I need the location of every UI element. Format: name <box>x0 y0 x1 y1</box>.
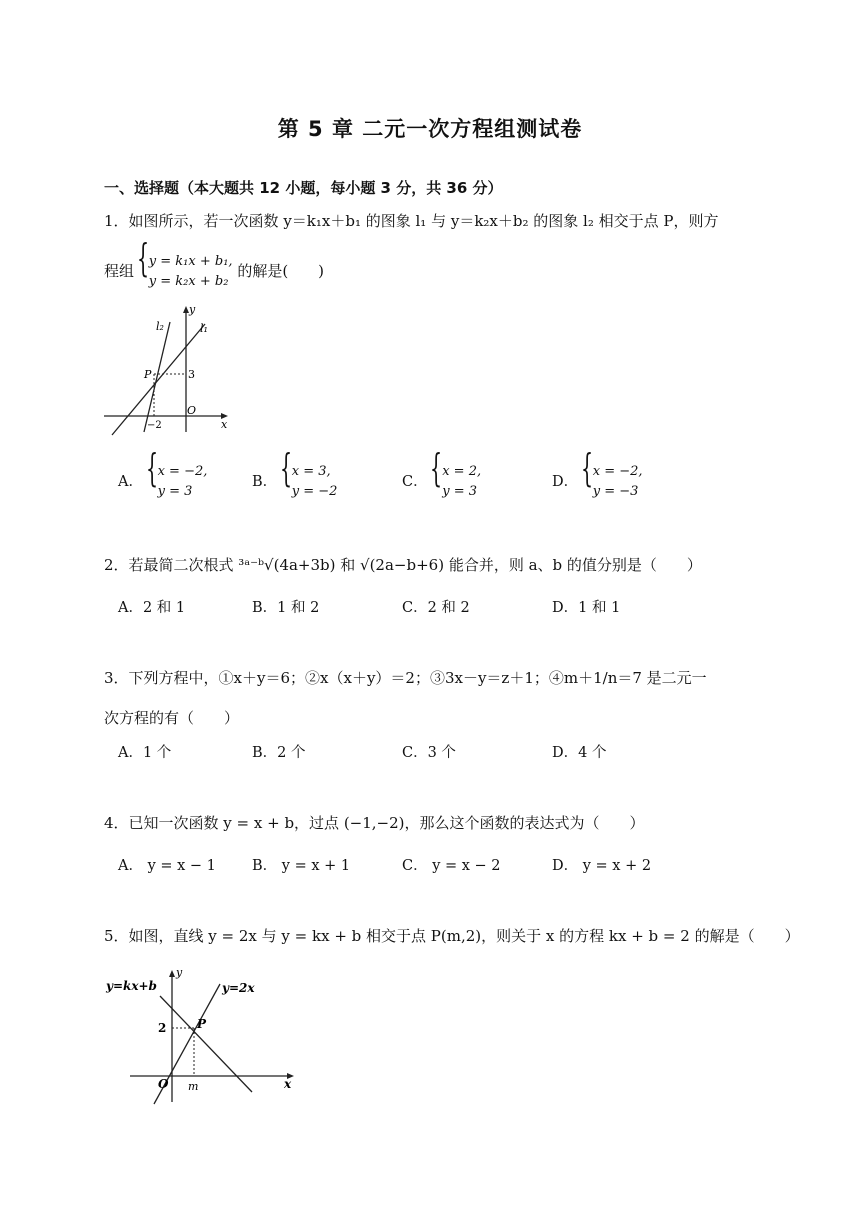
q2-option-c: C．2 和 2 <box>402 600 470 616</box>
q1-label-l2: l₂ <box>156 320 164 333</box>
section-heading: 一、选择题（本大题共 12 小题，每小题 3 分，共 36 分） <box>104 179 503 197</box>
q1-option-c-label: C． <box>402 474 428 490</box>
q1-option-c <box>402 462 481 502</box>
q1-option-a-y: y = 3 <box>157 484 193 499</box>
q1-prefix: 程组 <box>104 262 135 280</box>
q3-option-a: A．1 个 <box>118 745 172 761</box>
q4-text: 4．已知一次函数 y = x + b，过点 (−1,−2)，那么这个函数的表达式为（ ） <box>104 814 645 832</box>
q4-option-c: C． y = x − 2 <box>402 858 501 874</box>
q5-label-y: y <box>176 966 183 979</box>
q5-label-kxb: y=kx+b <box>106 979 157 993</box>
q5-graph <box>102 966 302 1106</box>
q2-option-b: B．1 和 2 <box>252 600 320 616</box>
q2-option-d: D．1 和 1 <box>552 600 621 616</box>
q5-label-2x: y=2x <box>222 981 255 995</box>
q1-system-line <box>104 252 324 292</box>
q4-option-d: D． y = x + 2 <box>552 858 652 874</box>
q1-text: 1．如图所示，若一次函数 y＝k₁x＋b₁ 的图象 l₁ 与 y＝k₂x＋b₂ 的图象 l₂ 相交于点 P，则方 <box>104 212 719 230</box>
q1-option-d-x: { x = −2, <box>592 464 643 479</box>
q4-option-b: B． y = x + 1 <box>252 858 351 874</box>
q1-option-a <box>118 462 207 502</box>
q1-option-b-x: { x = 3, <box>291 464 331 479</box>
q1-option-d-label: D． <box>552 474 579 490</box>
q1-option-a-x: { x = −2, <box>157 464 208 479</box>
q5-label-m: m <box>188 1080 199 1093</box>
q4-option-a: A． y = x − 1 <box>118 858 216 874</box>
q1-label-y: y <box>189 303 196 316</box>
q1-eq1: { y = k₁x + b₁, <box>148 254 233 269</box>
q1-label-o: O <box>187 404 197 417</box>
q3-text-cont: 次方程的有（ ） <box>104 709 240 727</box>
q1-option-c-system <box>432 462 481 502</box>
q1-label-p: P <box>144 368 152 381</box>
q1-option-b-y: y = −2 <box>291 484 338 499</box>
q1-option-c-x: { x = 2, <box>442 464 482 479</box>
q1-label-x: x <box>221 418 228 431</box>
q1-option-a-label: A． <box>118 474 143 490</box>
q5-label-p: P <box>197 1017 207 1031</box>
q1-suffix: 的解是( ) <box>237 262 325 280</box>
q1-option-c-y: y = 3 <box>442 484 477 499</box>
q1-equation-system <box>139 252 233 292</box>
q5-label-o: O <box>158 1077 169 1091</box>
q1-graph <box>100 302 235 437</box>
q2-option-a: A．2 和 1 <box>118 600 186 616</box>
q1-label-neg2: −2 <box>147 420 162 431</box>
q3-option-c: C．3 个 <box>402 745 456 761</box>
q1-label-3: 3 <box>188 368 195 381</box>
q3-option-b: B．2 个 <box>252 745 306 761</box>
q1-option-b-system <box>282 462 338 502</box>
q3-text: 3．下列方程中，①x＋y＝6；②x（x＋y）＝2；③3x－y＝z＋1；④m＋1/n＝7 是二元一 <box>104 669 707 687</box>
page-title: 第 5 章 二元一次方程组测试卷 <box>277 117 583 141</box>
q5-label-2: 2 <box>158 1021 167 1035</box>
q5-label-x: x <box>284 1077 292 1091</box>
q3-option-d: D．4 个 <box>552 745 607 761</box>
q1-option-d <box>552 462 643 502</box>
q1-label-l1: l₁ <box>200 322 208 335</box>
q1-option-b <box>252 462 337 502</box>
q1-option-a-system <box>148 462 208 502</box>
q1-option-b-label: B． <box>252 474 278 490</box>
q5-y-arrow <box>169 970 175 977</box>
q1-option-d-system <box>583 462 643 502</box>
q1-eq2: y = k₂x + b₂ <box>148 274 229 289</box>
q2-text: 2．若最简二次根式 ³ᵃ⁻ᵇ√(4a+3b) 和 √(2a−b+6) 能合并，则 a、b 的值分别是（ ） <box>104 556 702 574</box>
q5-text: 5．如图，直线 y = 2x 与 y = kx + b 相交于点 P(m,2)，则关于 x 的方程 kx + b = 2 的解是（ ） <box>104 927 800 945</box>
q1-option-d-y: y = −3 <box>592 484 639 499</box>
